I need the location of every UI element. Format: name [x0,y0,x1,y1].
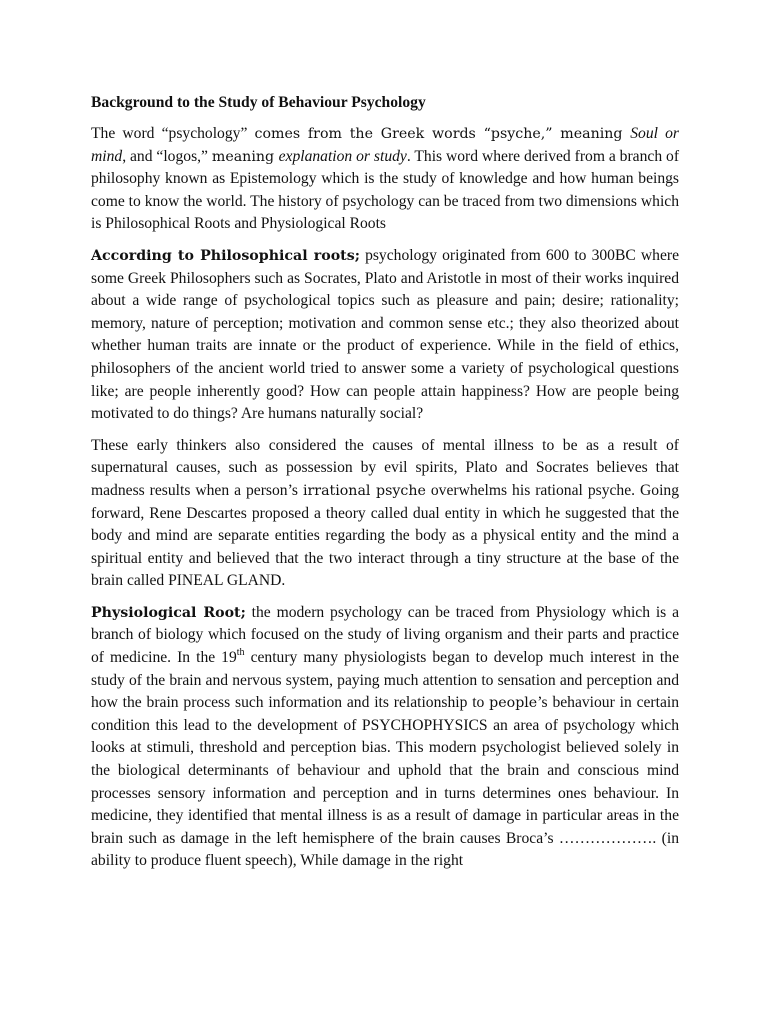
text-segment: meaning [211,148,279,165]
text-segment: ’s behaviour in certain condition this lead to the development of PSYCHOPHYSICS an area of psychology which looks at stimuli, threshold and perception bias. This modern psychologist believed solely in the biological determinants of behaviour and uphold that the brain and conscious mind processes sensory information and perception and in turns determines ones behaviour. In medicine, they identified that mental illness is as a result of damage in particular areas in the brain such as damage in the left hemisphere of the brain causes Broca’s ………………. (in ability to produce fluent speech), While damage in the right [91,694,679,870]
text-segment: irrational psyche [302,482,426,499]
text-segment: comes from the Greek words “psyche,” meaning [254,126,631,142]
text-segment: psychology originated from 600 to 300BC where some Greek Philosophers such as Socrates, Plato and Aristotle in most of their works inquired about a wide range of psychological topics such as pleasure and pain; desire; rationality; memory, nature of perception; motivation and common sense etc.; they also theorized about whether human traits are innate or the product of experience. While in the field of ethics, philosophers of the ancient world tried to answer some a variety of psychological questions like; are people inherently good? How can people attain happiness? How are people being motivated to do things? Are humans naturally social? [91,246,679,423]
section-lead: Physiological Root; [91,604,246,621]
paragraph-etymology [91,123,679,236]
paragraph-physiological-root [91,602,679,873]
text-segment: overwhelms his rational psyche. Going forward, Rene Descartes proposed a theory called dual entity in which he suggested that the body and mind are separate entities regarding the body as a physical entity and the mind a spiritual entity and believed that the two interact through a tiny structure at the base of the brain called PINEAL GLAND. [91,481,679,590]
superscript: th [236,646,245,658]
text-segment: , and “logos,” [122,147,212,165]
text-segment: people [489,695,538,712]
text-segment: century many physiologists began to develop much interest in the study of the brain and nervous system, paying much attention to sensation and perception and how the brain process such information and its relationship to [91,649,679,712]
text-segment: These early thinkers also considered the causes of mental illness to be as a result of supernatural causes, such as possession by evil spirits, Plato and Socrates believes that madness results when a person’s [91,436,679,499]
paragraph-philosophical-roots [91,245,679,426]
text-segment: . This word where derived from a branch of philosophy known as Epistemology which is the study of knowledge and how human beings come to know the world. The history of psychology can be traced from two dimensions which is Philosophical Roots and Physiological Roots [91,147,680,233]
paragraph-mental-illness [91,435,679,593]
document-title: Background to the Study of Behaviour Psychology [91,94,426,111]
text-segment: The word “psychology” [91,125,255,142]
document-page [91,92,679,882]
italic-term: Soul or mind [91,125,680,165]
section-lead: According to Philosophical roots; [91,247,360,264]
text-segment: the modern psychology can be traced from Physiology which is a branch of biology which focused on the study of living organism and their parts and practice of medicine. In the 19 [91,603,679,667]
italic-term: explanation or study [278,147,407,165]
